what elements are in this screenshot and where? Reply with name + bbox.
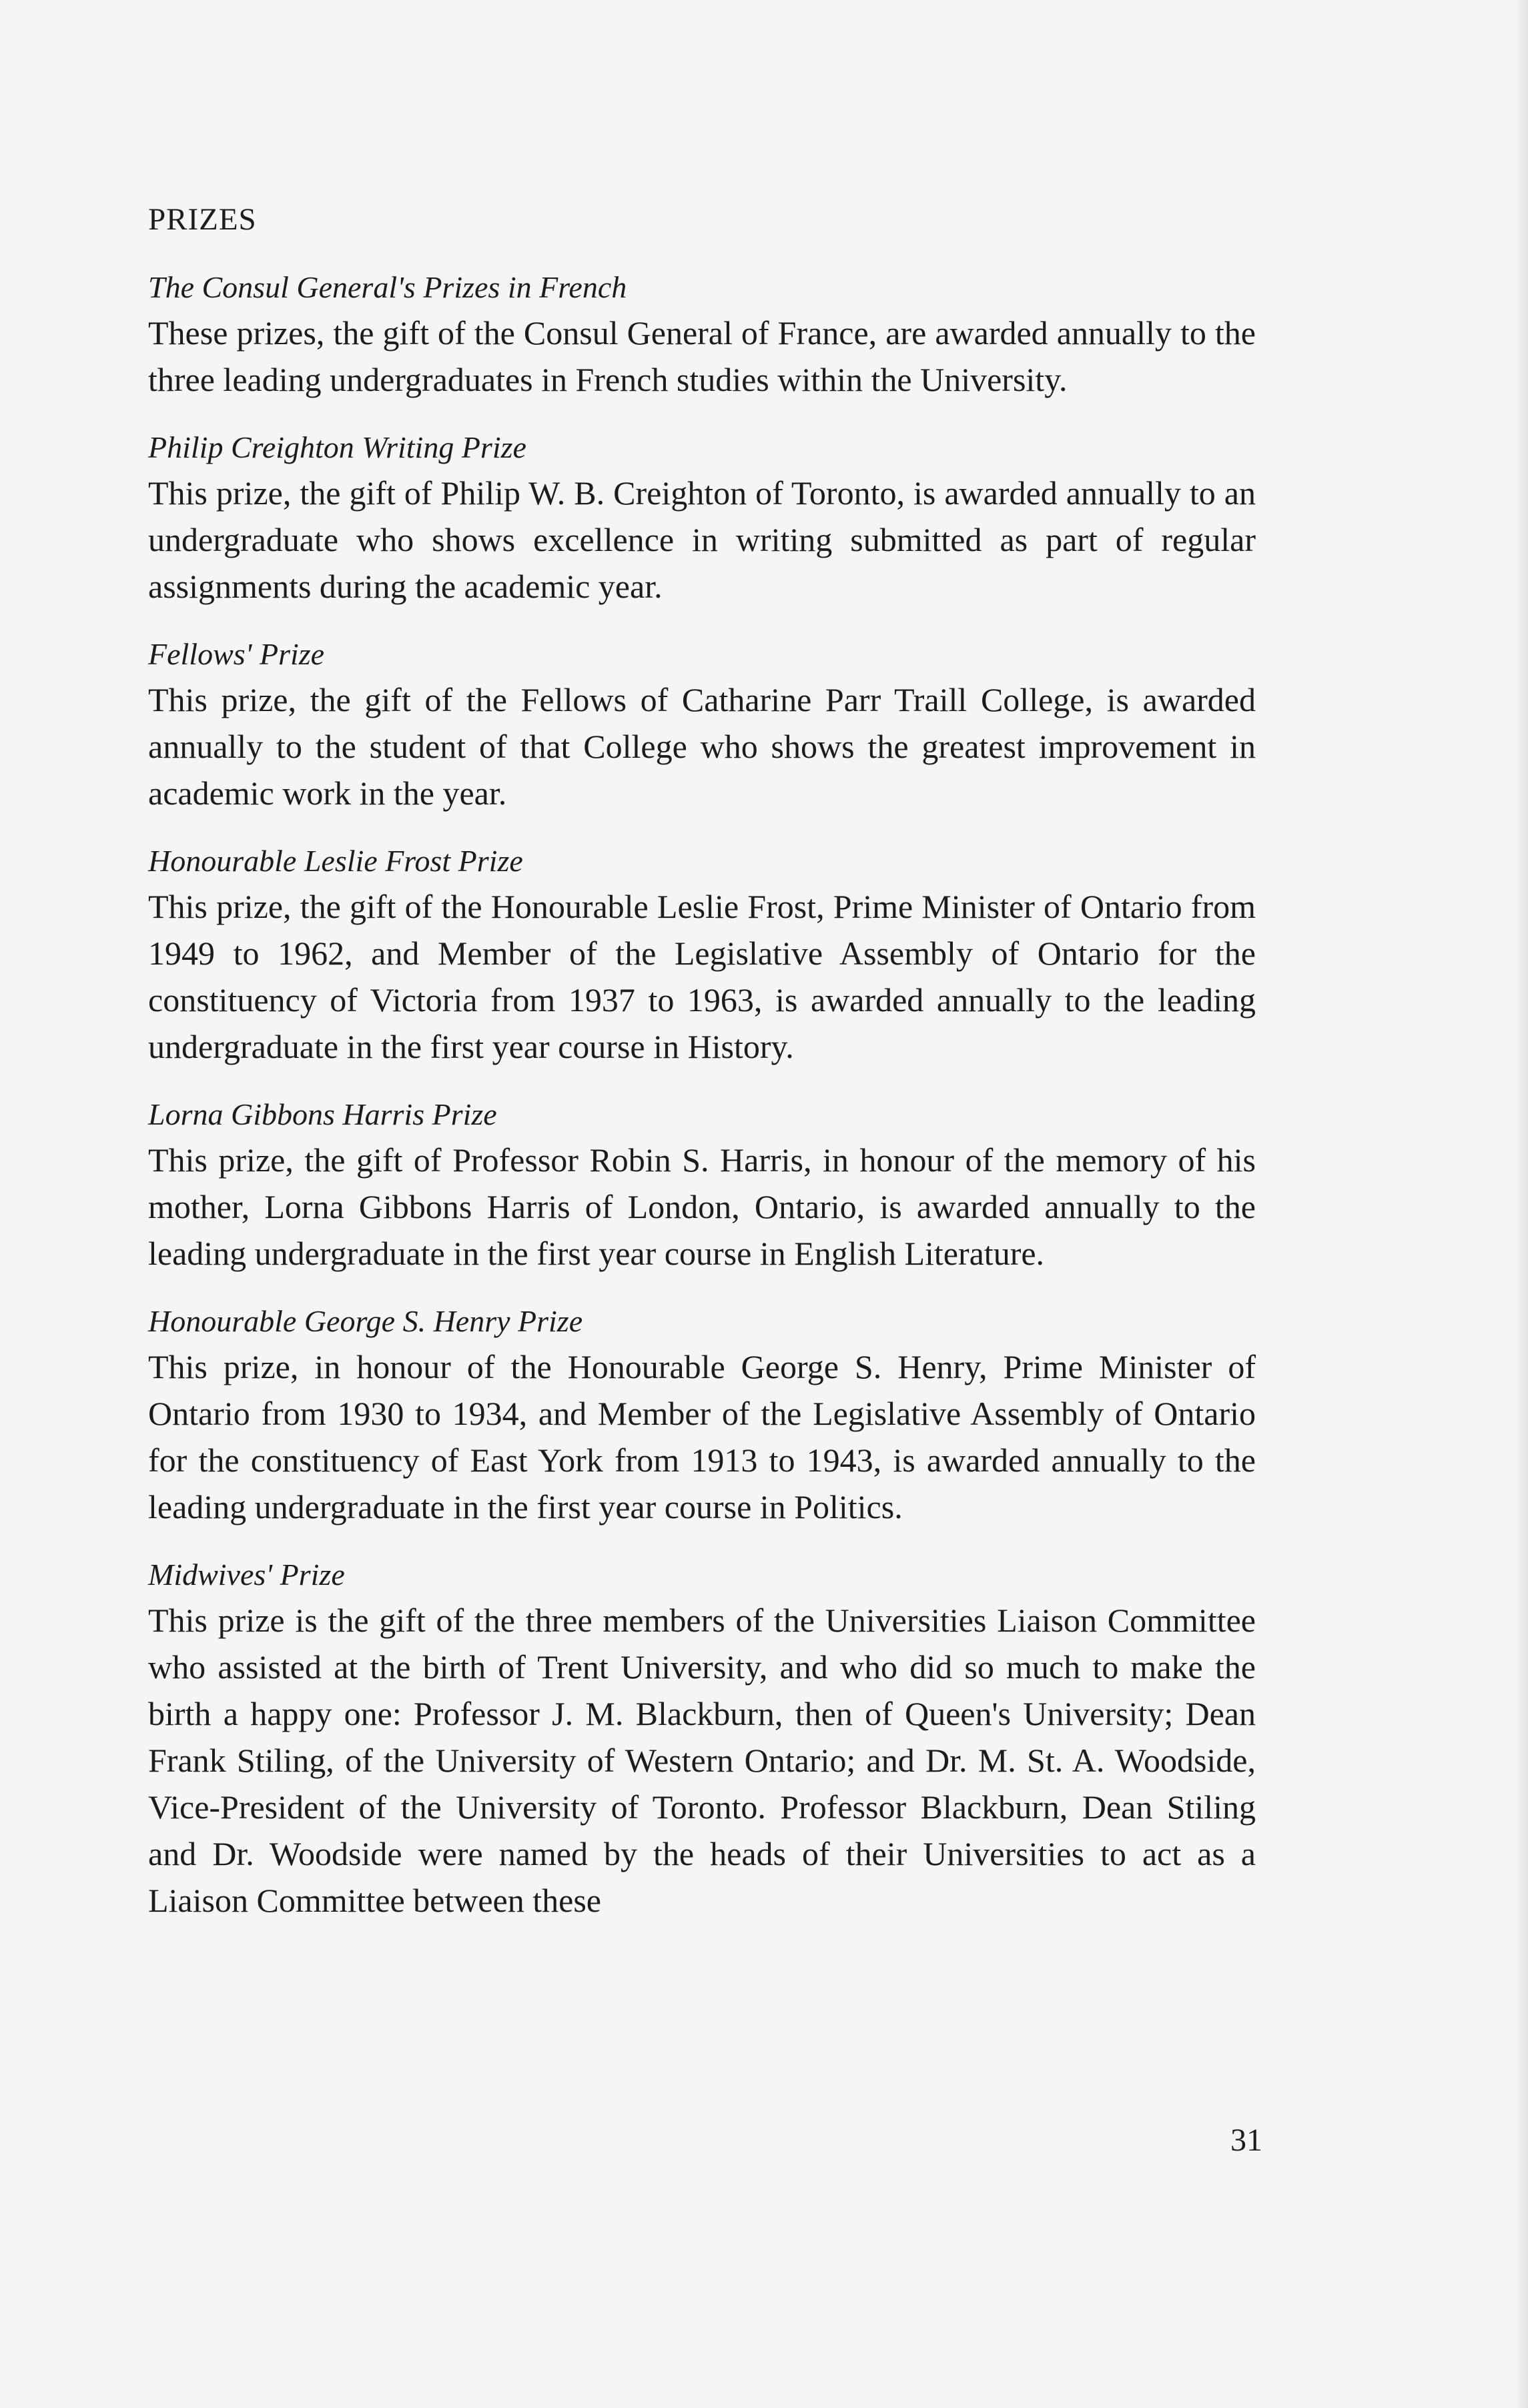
prize-description: These prizes, the gift of the Consul General of France, are awarded annually to the three leading undergraduates in French studies within the University. xyxy=(148,314,1256,398)
page-edge-shadow xyxy=(1516,0,1528,2408)
prize-title: Honourable George S. Henry Prize xyxy=(148,1304,583,1338)
prize-description: This prize, in honour of the Honourable George S. Henry, Prime Minister of Ontario from 1930 to 1934, and Member of the Legislative Assembly of Ontario for the constituency of East York from 1913 to 1943, is awarded annually to the leading undergraduate in the first year course in Politics. xyxy=(148,1348,1256,1526)
prize-description: This prize is the gift of the three members of the Universities Liaison Committee who assisted at the birth of Trent University, and who did so much to make the birth a happy one: Professor J. M. Blackburn, then of Queen's University; Dean Frank Stiling, of the University of Western Ontario; and Dr. M. St. A. Woodside, Vice-President of the University of Toronto. Professor Blackburn, Dean Stiling and Dr. Woodside were named by the heads of their Universities to act as a Liaison Committee between these xyxy=(148,1602,1256,1919)
prize-title: Honourable Leslie Frost Prize xyxy=(148,844,523,878)
prize-title: Lorna Gibbons Harris Prize xyxy=(148,1097,497,1131)
prize-leslie-frost xyxy=(148,842,1256,1070)
prize-fellows xyxy=(148,635,1256,816)
prize-title: Philip Creighton Writing Prize xyxy=(148,430,526,464)
prize-midwives xyxy=(148,1556,1256,1924)
prize-creighton-writing xyxy=(148,428,1256,610)
page-number: 31 xyxy=(1230,2123,1262,2158)
prize-description: This prize, the gift of the Fellows of Catharine Parr Traill College, is awarded annually to the student of that College who shows the greatest improvement in academic work in the year. xyxy=(148,681,1256,812)
prize-george-henry xyxy=(148,1302,1256,1530)
section-heading: PRIZES xyxy=(148,202,257,237)
prize-title: Midwives' Prize xyxy=(148,1558,345,1592)
prize-lorna-gibbons-harris xyxy=(148,1095,1256,1277)
prize-description: This prize, the gift of Philip W. B. Creighton of Toronto, is awarded annually to an undergraduate who shows excellence in writing submitted as part of regular assignments during the academic year. xyxy=(148,474,1256,605)
prize-description: This prize, the gift of Professor Robin S. Harris, in honour of the memory of his mother, Lorna Gibbons Harris of London, Ontario, is awarded annually to the leading undergraduate in the first year course in English Literature. xyxy=(148,1141,1256,1272)
text-block xyxy=(148,200,1256,1949)
prize-consul-general xyxy=(148,268,1256,403)
prize-description: This prize, the gift of the Honourable Leslie Frost, Prime Minister of Ontario from 1949 to 1962, and Member of the Legislative Assembly of Ontario for the constituency of Victoria from 1937 to 1963, is awarded annually to the leading undergraduate in the first year course in History. xyxy=(148,888,1256,1065)
prize-title: The Consul General's Prizes in French xyxy=(148,270,627,304)
prize-title: Fellows' Prize xyxy=(148,637,325,671)
